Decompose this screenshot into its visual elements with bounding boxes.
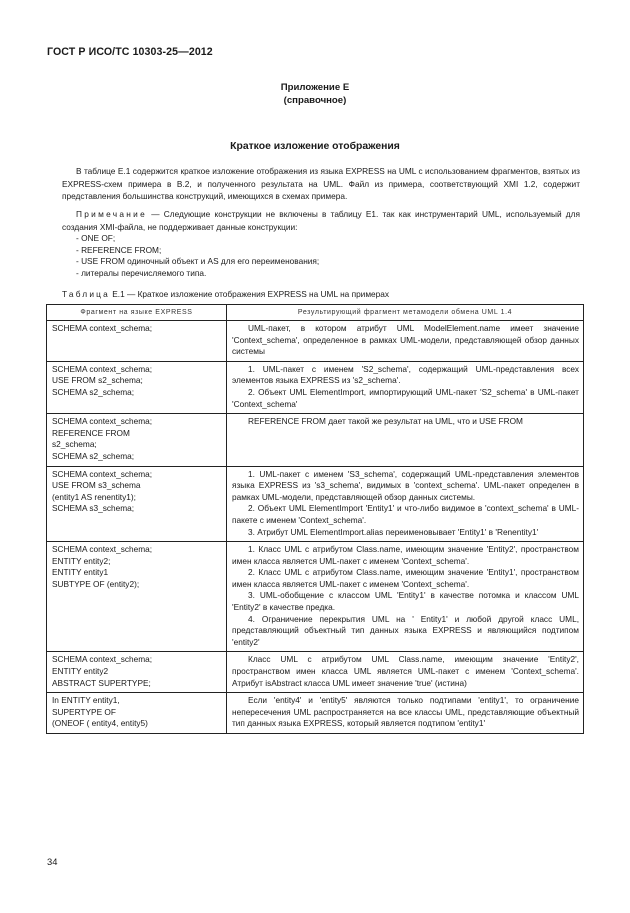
express-line: SCHEMA context_schema;	[52, 416, 153, 427]
express-line: USE FROM s2_schema;	[52, 375, 143, 386]
express-line: USE FROM s3_schema	[52, 480, 141, 491]
table-row	[47, 466, 584, 542]
intro-paragraph: В таблице Е.1 содержится краткое изложение отображения из языка EXPRESS на UML с использованием фрагментов, взятых из EXPRESS-схем примера в В.2, и полученного результата на UML. Файл из примера, соответствующий XMI 1.2, содержит представления большинства конструкций, имеющихся в схемах примера.	[62, 166, 580, 201]
express-cell	[47, 652, 227, 693]
uml-paragraph: UML-пакет, в котором атрибут UML ModelElement.name имеет значение 'Context_schema', определенное в рамках UML-модели, представляющей обзор данных системы	[232, 323, 579, 357]
uml-paragraph: 3. UML-обобщение с классом UML 'Entity1' в качестве потомка и классом UML 'Entity2' в качестве предка.	[232, 590, 579, 613]
uml-paragraph: Класс UML с атрибутом UML Class.name, имеющим значение 'Entity2', пространством имен класса UML является UML-пакет с именем 'Context_schema'. Атрибут isAbstract класса UML имеет значение 'true' (истина)	[232, 654, 579, 688]
appendix-subtitle: (справочное)	[283, 95, 347, 106]
express-cell	[47, 542, 227, 652]
uml-paragraph: 2. Класс UML с атрибутом Class.name, имеющим значение 'Entity1', пространством имен класса является UML-пакет с именем 'Context_schema'.	[232, 567, 579, 589]
express-cell	[47, 693, 227, 734]
uml-paragraph: 2. Объект UML ElementImport 'Entity1' и что-либо видимое в 'context_schema' в UML-пакете с именем 'Context_schema'.	[232, 503, 579, 525]
uml-cell	[227, 361, 584, 413]
uml-paragraph: 2. Объект UML ElementImport, импортирующий UML-пакет 'S2_schema' в UML-пакет 'Context_schema'	[232, 386, 579, 409]
header-uml-fragment: Результирующий фрагмент метамодели обмена UML 1.4	[227, 305, 584, 321]
express-line: SUBTYPE OF (entity2);	[52, 578, 140, 589]
mapping-table	[46, 304, 584, 734]
express-line: ENTITY entity1	[52, 567, 109, 578]
section-title: Краткое изложение отображения	[230, 141, 400, 152]
express-line: SCHEMA s3_schema;	[52, 503, 135, 514]
table-caption	[62, 289, 389, 300]
appendix-title: Приложение Е	[280, 82, 350, 93]
note-list-item: - литералы перечисляемого типа.	[76, 267, 207, 278]
express-line: SCHEMA s2_schema;	[52, 386, 135, 397]
uml-paragraph: 1. UML-пакет с именем 'S3_schema', содержащий UML-представления элементов языка EXPRESS из 's3_schema', видимых в 'context_schema'. UML-пакет определен в рамках UML-модели, представляющей обзор данных системы.	[232, 468, 579, 502]
express-cell	[47, 361, 227, 413]
note-paragraph	[62, 208, 580, 233]
note-text: — Следующие конструкции не включены в таблицу Е1. так как инструментарий UML, используемый для создания XMI-файла, не поддерживает данные конструкции:	[62, 209, 580, 232]
table-row	[47, 542, 584, 652]
express-line: REFERENCE FROM	[52, 427, 130, 438]
express-line: ENTITY entity2	[52, 666, 109, 677]
table-caption-text: Е.1 — Краткое изложение отображения EXPRESS на UML на примерах	[109, 289, 390, 299]
express-line: SUPERTYPE OF	[52, 706, 116, 717]
table-row	[47, 361, 584, 413]
uml-cell	[227, 652, 584, 693]
uml-paragraph: 3. Атрибут UML ElementImport.alias переименовывает 'Entity1' в 'Renentity1'	[248, 526, 539, 537]
express-line: s2_schema;	[52, 439, 97, 450]
uml-paragraph: REFERENCE FROM дает такой же результат на UML, что и USE FROM	[248, 416, 523, 427]
page-header: ГОСТ Р ИСО/ТС 10303-25—2012	[47, 46, 213, 58]
express-cell	[47, 414, 227, 466]
note-list	[76, 233, 319, 279]
express-line: SCHEMA context_schema;	[52, 363, 153, 374]
table-caption-label: Таблица	[62, 289, 110, 299]
express-line: ABSTRACT SUPERTYPE;	[52, 677, 151, 688]
express-line: SCHEMA s2_schema;	[52, 450, 135, 461]
uml-paragraph: 4. Ограничение перекрытия UML на ' Entity1' и любой другой класс UML, представляющий объектный тип данных языка EXPRESS и являющийся подтипом 'entity2'	[232, 613, 579, 647]
table-row	[47, 414, 584, 466]
uml-cell	[227, 414, 584, 466]
appendix-heading	[0, 81, 630, 107]
uml-cell	[227, 693, 584, 734]
express-cell	[47, 466, 227, 542]
uml-cell	[227, 466, 584, 542]
uml-cell	[227, 321, 584, 362]
express-line: (ONEOF ( entity4, entity5)	[52, 718, 148, 729]
page-number: 34	[47, 856, 58, 867]
uml-paragraph: 1. UML-пакет с именем 'S2_schema', содержащий UML-представления всех элементов языка EXPRESS из 's2_schema'.	[232, 363, 579, 386]
note-list-item: - USE FROM одиночный объект и AS для его переименования;	[76, 256, 320, 267]
table-row	[47, 652, 584, 693]
note-list-item: - REFERENCE FROM;	[76, 244, 162, 255]
express-line: (entity1 AS renentity1);	[52, 491, 136, 502]
express-line: In ENTITY entity1,	[52, 695, 120, 706]
express-line: SCHEMA context_schema;	[52, 654, 153, 665]
express-line: ENTITY entity2;	[52, 555, 111, 566]
uml-paragraph: 1. Класс UML с атрибутом Class.name, имеющим значение 'Entity2', пространством имен класса является UML-пакет с именем 'Context_schema'.	[232, 544, 579, 566]
express-line: SCHEMA context_schema;	[52, 468, 153, 479]
table-header-row	[47, 305, 584, 321]
note-list-item: - ONE OF;	[76, 233, 116, 243]
uml-paragraph: Если 'entity4' и 'entity5' являются только подтипами 'entity1', то ограничение непересечения UML распространяется на все классы UML, представляющие объектный тип данных языка EXPRESS, который является подтипом 'entity1'	[232, 695, 579, 729]
table-row	[47, 693, 584, 734]
header-express-fragment: Фрагмент на языке EXPRESS	[47, 305, 227, 321]
express-line: SCHEMA context_schema;	[52, 544, 153, 555]
table-row	[47, 321, 584, 362]
express-line: SCHEMA context_schema;	[52, 323, 153, 333]
express-cell	[47, 321, 227, 362]
uml-cell	[227, 542, 584, 652]
note-label: Примечание	[76, 209, 148, 219]
